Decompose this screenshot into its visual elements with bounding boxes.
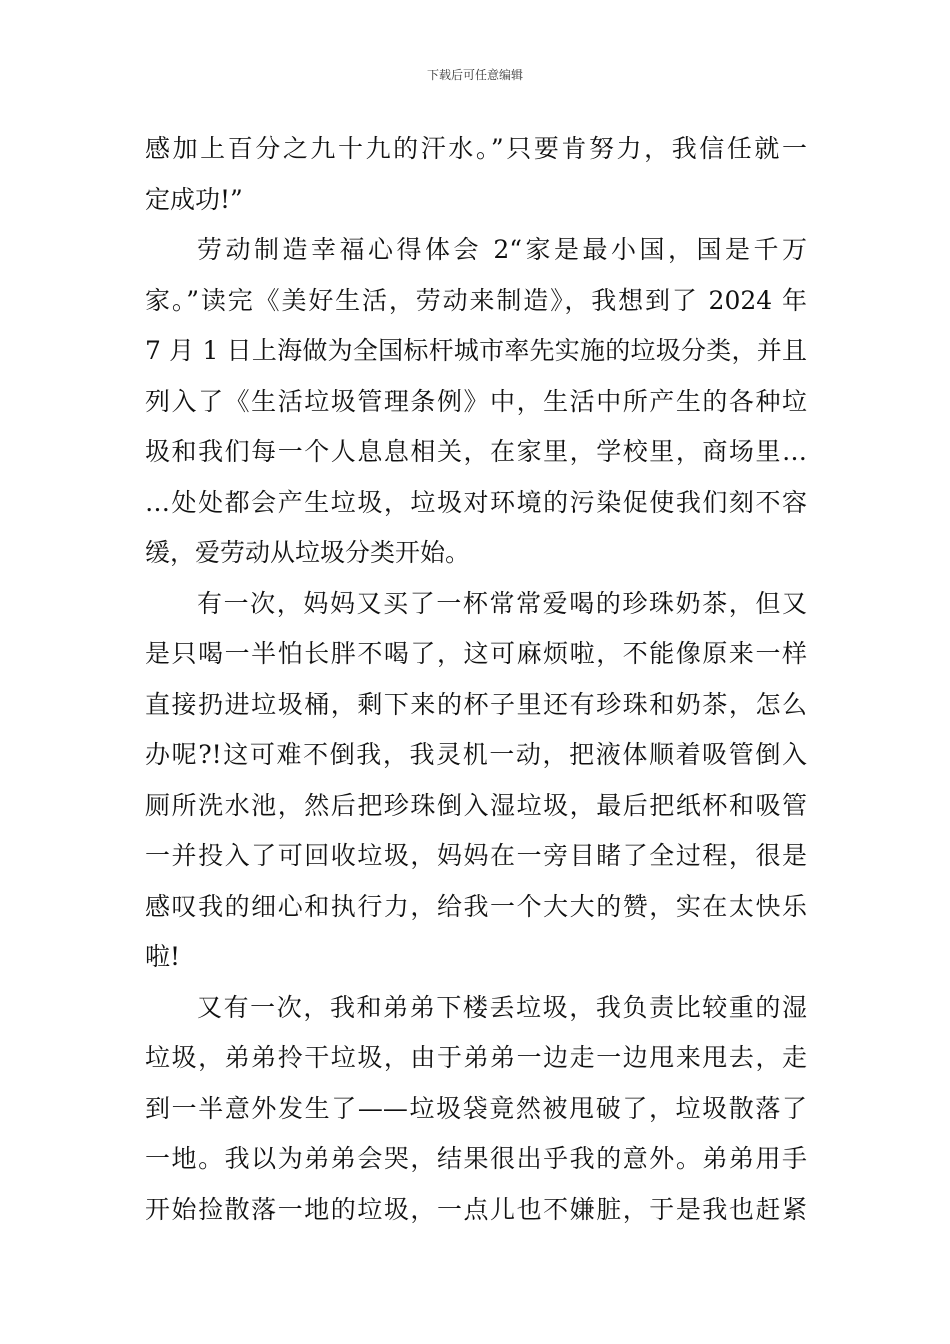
text-line: 列入了《生活垃圾管理条例》中，生活中所产生的各种垃	[145, 386, 807, 416]
text-line: 厕所洗水池，然后把珍珠倒入湿垃圾，最后把纸杯和吸管	[145, 790, 807, 820]
text-line: 是只喝一半怕长胖不喝了，这可麻烦啦，不能像原来一样	[145, 639, 807, 668]
text-line: 感加上百分之九十九的汗水。”只要肯努力，我信任就一	[145, 134, 807, 163]
text-line: 感叹我的细心和执行力，给我一个大大的赞，实在太快乐	[145, 891, 807, 921]
text-line: …处处都会产生垃圾，垃圾对环境的污染促使我们刻不容	[145, 487, 807, 517]
document-body	[145, 124, 807, 1235]
text-line: 有一次，妈妈又买了一杯常常爱喝的珍珠奶茶，但又	[197, 588, 807, 618]
page-header: 下载后可任意编辑	[426, 68, 523, 82]
text-line: 办呢?!这可难不倒我，我灵机一动，把液体顺着吸管倒入	[145, 740, 807, 769]
text-line: 家。”读完《美好生活，劳动来制造》，我想到了 2024 年	[145, 285, 807, 315]
text-line: 垃圾，弟弟拎干垃圾，由于弟弟一边走一边甩来甩去，走	[145, 1043, 807, 1072]
text-line: 圾和我们每一个人息息相关，在家里，学校里，商场里…	[145, 437, 807, 466]
text-line: 定成功!”	[145, 184, 243, 214]
text-line: 劳动制造幸福心得体会 2“家是最小国，国是千万	[197, 235, 807, 264]
text-line: 直接扔进垃圾桶，剩下来的杯子里还有珍珠和奶茶，怎么	[145, 689, 807, 719]
text-line: 7 月 1 日上海做为全国标杆城市率先实施的垃圾分类，并且	[145, 336, 807, 365]
text-line: 到一半意外发生了——垃圾袋竟然被甩破了，垃圾散落了	[145, 1093, 807, 1123]
text-line: 啦!	[145, 942, 181, 971]
text-line: 缓，爱劳动从垃圾分类开始。	[145, 538, 471, 567]
text-line: 一并投入了可回收垃圾，妈妈在一旁目睹了全过程，很是	[145, 841, 807, 870]
text-line: 又有一次，我和弟弟下楼丢垃圾，我负责比较重的湿	[197, 992, 807, 1022]
text-line: 一地。我以为弟弟会哭，结果很出乎我的意外。弟弟用手	[145, 1144, 807, 1173]
text-line: 开始捡散落一地的垃圾，一点儿也不嫌脏，于是我也赶紧	[145, 1194, 807, 1224]
